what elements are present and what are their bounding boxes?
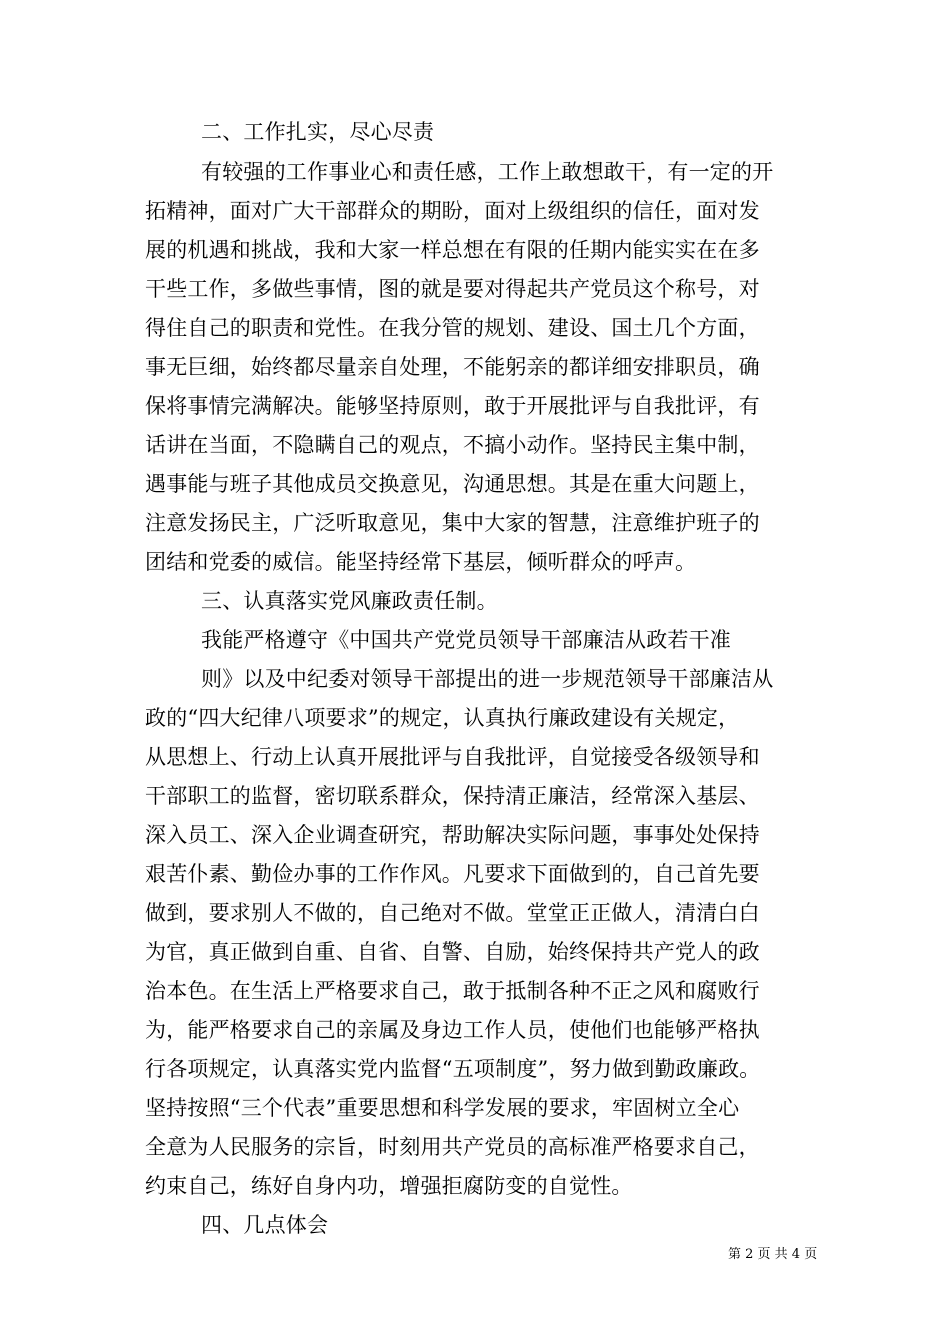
paragraph-line: 治本色。在生活上严格要求自己，敢于抵制各种不正之风和腐败行: [145, 979, 760, 1003]
paragraph-line: 为官，真正做到自重、自省、自警、自励，始终保持共产党人的政: [145, 940, 760, 964]
paragraph-line: 有较强的工作事业心和责任感，工作上敢想敢干，有一定的开: [201, 160, 774, 184]
paragraph-line: 行各项规定，认真落实党内监督“五项制度”，努力做到勤政廉政。: [145, 1057, 761, 1081]
paragraph-line: 艰苦仆素、勤俭办事的工作作风。凡要求下面做到的，自己首先要: [145, 862, 760, 886]
paragraph-line: 注意发扬民主，广泛听取意见，集中大家的智慧，注意维护班子的: [145, 511, 760, 535]
paragraph-line: 坚持按照“三个代表”重要思想和科学发展的要求，牢固树立全心: [145, 1096, 740, 1120]
paragraph-line: 深入员工、深入企业调查研究，帮助解决实际问题，事事处处保持: [145, 823, 760, 847]
paragraph-line: 团结和党委的威信。能坚持经常下基层，倾听群众的呼声。: [145, 550, 697, 574]
page-number-footer: 第 2 页 共 4 页: [728, 1247, 818, 1262]
paragraph-line: 全意为人民服务的宗旨，时刻用共产党员的高标准严格要求自己，: [145, 1135, 760, 1159]
section-heading-4: 四、几点体会: [201, 1213, 329, 1237]
paragraph-line: 为，能严格要求自己的亲属及身边工作人员，使他们也能够严格执: [145, 1018, 760, 1042]
paragraph-line: 约束自己，练好自身内功，增强拒腐防变的自觉性。: [145, 1174, 633, 1198]
paragraph-line: 话讲在当面，不隐瞒自己的观点，不搞小动作。坚持民主集中制，: [145, 433, 760, 457]
paragraph-line: 我能严格遵守《中国共产党党员领导干部廉洁从政若干准: [201, 628, 731, 652]
paragraph-line: 干部职工的监督，密切联系群众，保持清正廉洁，经常深入基层、: [145, 784, 760, 808]
paragraph-line: 则》以及中纪委对领导干部提出的进一步规范领导干部廉洁从: [201, 667, 774, 691]
paragraph-line: 得住自己的职责和党性。在我分管的规划、建设、国土几个方面，: [145, 316, 760, 340]
paragraph-line: 保将事情完满解决。能够坚持原则，敢于开展批评与自我批评，有: [145, 394, 760, 418]
paragraph-line: 遇事能与班子其他成员交换意见，沟通思想。其是在重大问题上，: [145, 472, 760, 496]
section-heading-3: 三、认真落实党风廉政责任制。: [201, 589, 498, 613]
section-heading-2: 二、工作扎实，尽心尽责: [201, 120, 435, 144]
paragraph-line: 干些工作，多做些事情，图的就是要对得起共产党员这个称号，对: [145, 277, 760, 301]
paragraph-line: 展的机遇和挑战，我和大家一样总想在有限的任期内能实实在在多: [145, 238, 760, 262]
paragraph-line: 拓精神，面对广大干部群众的期盼，面对上级组织的信任，面对发: [145, 199, 760, 223]
paragraph-line: 做到，要求别人不做的，自己绝对不做。堂堂正正做人，清清白白: [145, 901, 760, 925]
paragraph-line: 政的“四大纪律八项要求”的规定，认真执行廉政建设有关规定，: [145, 706, 740, 730]
paragraph-line: 事无巨细，始终都尽量亲自处理，不能躬亲的都详细安排职员，确: [145, 355, 760, 379]
paragraph-line: 从思想上、行动上认真开展批评与自我批评，自觉接受各级领导和: [145, 745, 760, 769]
